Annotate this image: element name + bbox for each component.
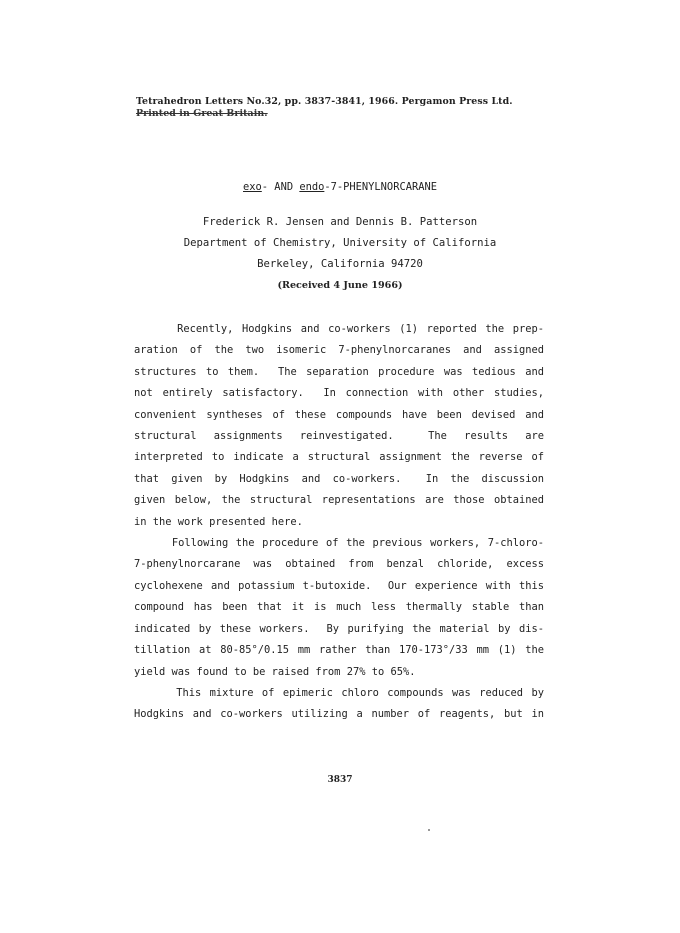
body-line: structural assignments reinvestigated. The results are [134, 430, 544, 443]
body-line: Recently, Hodgkins and co-workers (1) reported the prep- [134, 323, 544, 335]
author-affiliation: Department of Chemistry, University of California [183, 237, 497, 249]
printed-in-note: Printed in Great Britain. [136, 108, 268, 119]
body-line: Hodgkins and co-workers utilizing a number of reagents, but in [134, 708, 544, 721]
author-block [0, 212, 680, 275]
title-compound: -7-PHENYLNORCARANE [324, 181, 437, 193]
body-line: This mixture of epimeric chloro compounds was reduced by [134, 686, 544, 699]
page-number: 3837 [327, 775, 353, 785]
author-location: Berkeley, California 94720 [257, 258, 423, 270]
body-line: 7-phenylnorcarane was obtained from benzal chloride, excess [134, 558, 544, 571]
article-body [134, 319, 544, 726]
title-exo: exo [243, 181, 262, 193]
journal-citation: Tetrahedron Letters No.32, pp. 3837-3841, 1966. Pergamon Press Ltd. [136, 96, 513, 107]
title-endo: endo [299, 181, 325, 193]
journal-header [136, 96, 556, 120]
body-line: structures to them. The separation procedure was tedious and [134, 365, 544, 378]
body-line: cyclohexene and potassium t-butoxide. Our experience with this [134, 579, 544, 592]
body-line: interpreted to indicate a structural assignment the reverse of [134, 451, 544, 464]
article-title [0, 181, 680, 193]
body-line: aration of the two isomeric 7-phenylnorcaranes and assigned [134, 344, 544, 357]
body-line: not entirely satisfactory. In connection with other studies, [134, 387, 544, 400]
body-line: convenient syntheses of these compounds have been devised and [134, 408, 544, 421]
title-and: - AND [261, 181, 300, 193]
body-line: yield was found to be raised from 27% to 65%. [134, 665, 416, 678]
body-line: given below, the structural representations are those obtained [134, 494, 544, 507]
body-line: compound has been that it is much less thermally stable than [134, 601, 544, 614]
body-line: Following the procedure of the previous workers, 7-chloro- [134, 537, 544, 550]
body-line: indicated by these workers. By purifying the material by dis- [134, 622, 544, 635]
body-line: that given by Hodgkins and co-workers. In the discussion [134, 472, 544, 485]
received-date: (Received 4 June 1966) [277, 280, 403, 291]
author-names: Frederick R. Jensen and Dennis B. Patterson [202, 216, 478, 228]
scan-speck [428, 829, 430, 831]
body-line: tillation at 80-85°/0.15 mm rather than 170-173°/33 mm (1) the [134, 644, 544, 657]
body-line: in the work presented here. [134, 515, 303, 528]
